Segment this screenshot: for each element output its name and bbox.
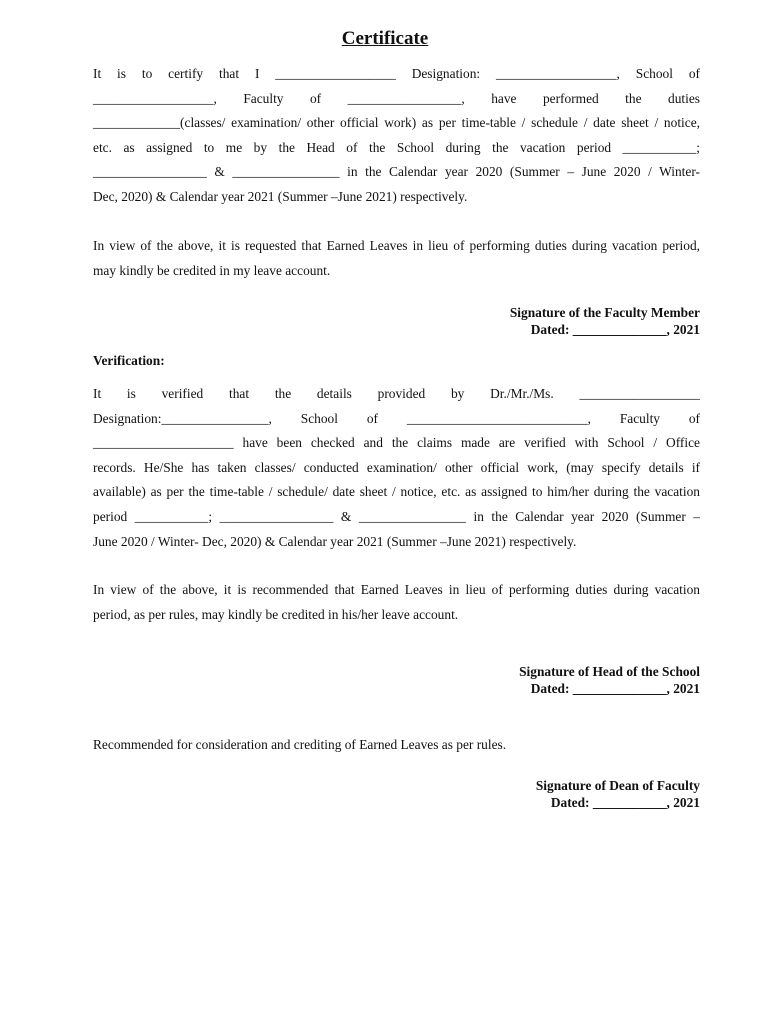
verification-paragraph bbox=[93, 382, 700, 554]
head-signature-block bbox=[519, 664, 700, 697]
paragraph-line: _____________________ have been checked and the claims made are verified with School / Office bbox=[93, 435, 700, 451]
paragraph-line: records. He/She has taken classes/ conducted examination/ other official work, (may specify details if bbox=[93, 459, 700, 475]
paragraph-line: __________________, Faculty of _________________, have performed the duties bbox=[93, 90, 700, 106]
paragraph-line: _____________(classes/ examination/ other official work) as per time-table / schedule / date sheet / notice, bbox=[93, 115, 700, 131]
request-paragraph bbox=[93, 234, 700, 283]
dean-signature-label: Signature of Dean of Faculty bbox=[535, 778, 700, 793]
page-title: Certificate bbox=[341, 28, 429, 49]
faculty-signature-dated: Dated: ______________, 2021 bbox=[530, 321, 700, 337]
paragraph-line: period, as per rules, may kindly be credited in his/her leave account. bbox=[93, 606, 459, 622]
paragraph-line: Dec, 2020) & Calendar year 2021 (Summer –June 2021) respectively. bbox=[93, 188, 468, 204]
paragraph-line: In view of the above, it is recommended that Earned Leaves in lieu of performing duties during vacation bbox=[93, 582, 700, 597]
paragraph-line: _________________ & ________________ in the Calendar year 2020 (Summer – June 2020 / Winter- bbox=[93, 164, 700, 180]
recommendation-paragraph bbox=[93, 578, 700, 627]
head-signature-label: Signature of Head of the School bbox=[519, 664, 700, 679]
paragraph-line: Recommended for consideration and crediting of Earned Leaves as per rules. bbox=[93, 737, 507, 752]
dean-signature-dated: Dated: ___________, 2021 bbox=[550, 794, 700, 810]
paragraph-line: may kindly be credited in my leave account. bbox=[93, 262, 331, 278]
paragraph-line: In view of the above, it is requested that Earned Leaves in lieu of performing duties during vacation period, bbox=[93, 238, 700, 253]
dean-recommendation-text bbox=[93, 733, 700, 758]
paragraph-line: It is to certify that I __________________ Designation: __________________, School of bbox=[93, 66, 700, 81]
verification-heading: Verification: bbox=[93, 353, 165, 368]
faculty-signature-label: Signature of the Faculty Member bbox=[509, 305, 700, 320]
paragraph-line: June 2020 / Winter- Dec, 2020) & Calendar year 2021 (Summer –June 2021) respectively. bbox=[93, 533, 577, 549]
faculty-signature-block bbox=[510, 305, 700, 338]
paragraph-line: Designation:________________, School of ___________________________, Faculty of bbox=[93, 410, 700, 426]
paragraph-line: It is verified that the details provided by Dr./Mr./Ms. __________________ bbox=[93, 386, 700, 401]
certification-paragraph bbox=[93, 62, 700, 210]
paragraph-line: available) as per the time-table / schedule/ date sheet / notice, etc. as assigned to him/her during the vacation bbox=[93, 484, 700, 500]
head-signature-dated: Dated: ______________, 2021 bbox=[530, 680, 700, 696]
paragraph-line: etc. as assigned to me by the Head of the School during the vacation period ___________; bbox=[93, 139, 700, 155]
paragraph-line: period ___________; _________________ & ________________ in the Calendar year 2020 (Summer – bbox=[93, 508, 700, 524]
dean-signature-block bbox=[536, 778, 700, 811]
